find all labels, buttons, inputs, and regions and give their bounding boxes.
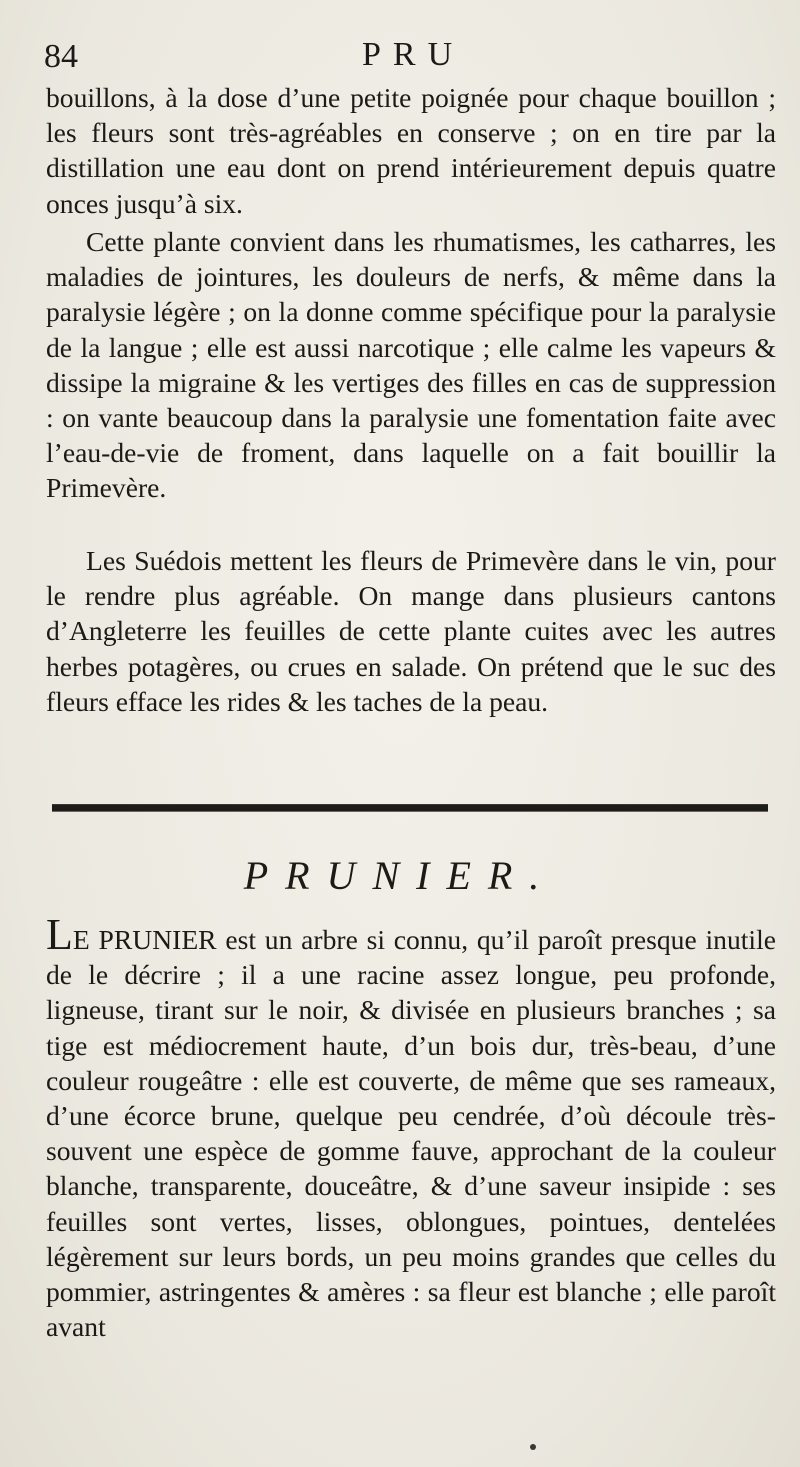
paragraph: bouillons, à la dose d’une petite poignée pour chaque bouillon ; les fleurs sont très-agréables en conserve ; on en tire par la distillation une eau dont on prend intérieurement depuis quatre onces jusqu’à six. [46,82,776,219]
continued-paragraph [46,80,776,221]
running-head [44,34,774,86]
paragraph: Cette plante convient dans les rhumatismes, les catharres, les maladies de jointures, les douleurs de nerfs, & même dans la paralysie légère ; on la donne comme spécifique pour la paralysie de la langue ; elle est aussi narcotique ; elle calme les vapeurs & dissipe la migraine & les vertiges des filles en cas de suppression : on vante beaucoup dans la paralysie une fomentation faite avec l’eau-de-vie de froment, dans laquelle on a fait bouillir la Primevère. [46,226,776,504]
paragraph: Les Suédois mettent les fleurs de Primevère dans le vin, pour le rendre plus agréable. On mange dans plusieurs cantons d’Angleterre les feuilles de cette plante cuites avec les autres herbes potagères, ou crues en salade. On prétend que le suc des fleurs efface les rides & les taches de la peau. [46,545,776,717]
paragraph-suedois [46,543,776,719]
paper-blemish [530,1444,536,1450]
section-divider-rule [52,804,768,811]
lead-word: E PRUNIER [72,924,217,955]
page-number: 84 [44,38,78,75]
section-title: PRUNIER. [243,853,557,898]
section-body [46,910,776,1344]
paragraph-rhumatismes [46,224,776,506]
paragraph [46,910,776,1344]
section-body-text: est un arbre si connu, qu’il paroît presque inutile de le décrire ; il a une racine assez longue, peu profonde, ligneuse, tirant sur le noir, & divisée en plusieurs branches ; sa tige est médiocrement haute, d’un bois dur, très-beau, d’une couleur rougeâtre : elle est couverte, de même que ses rameaux, d’une écorce brune, quelque peu cendrée, d’où découle très-souvent une espèce de gomme fauve, approchant de la couleur blanche, transparente, douceâtre, & d’une saveur insipide : ses feuilles sont vertes, lisses, oblongues, pointues, dentelées légèrement sur leurs bords, un peu moins grandes que celles du pommier, astringentes & amères : sa fleur est blanche ; elle paroît avant [46,924,776,1343]
dropcap-letter: L [46,910,73,959]
running-head-word: PRU [362,36,465,73]
